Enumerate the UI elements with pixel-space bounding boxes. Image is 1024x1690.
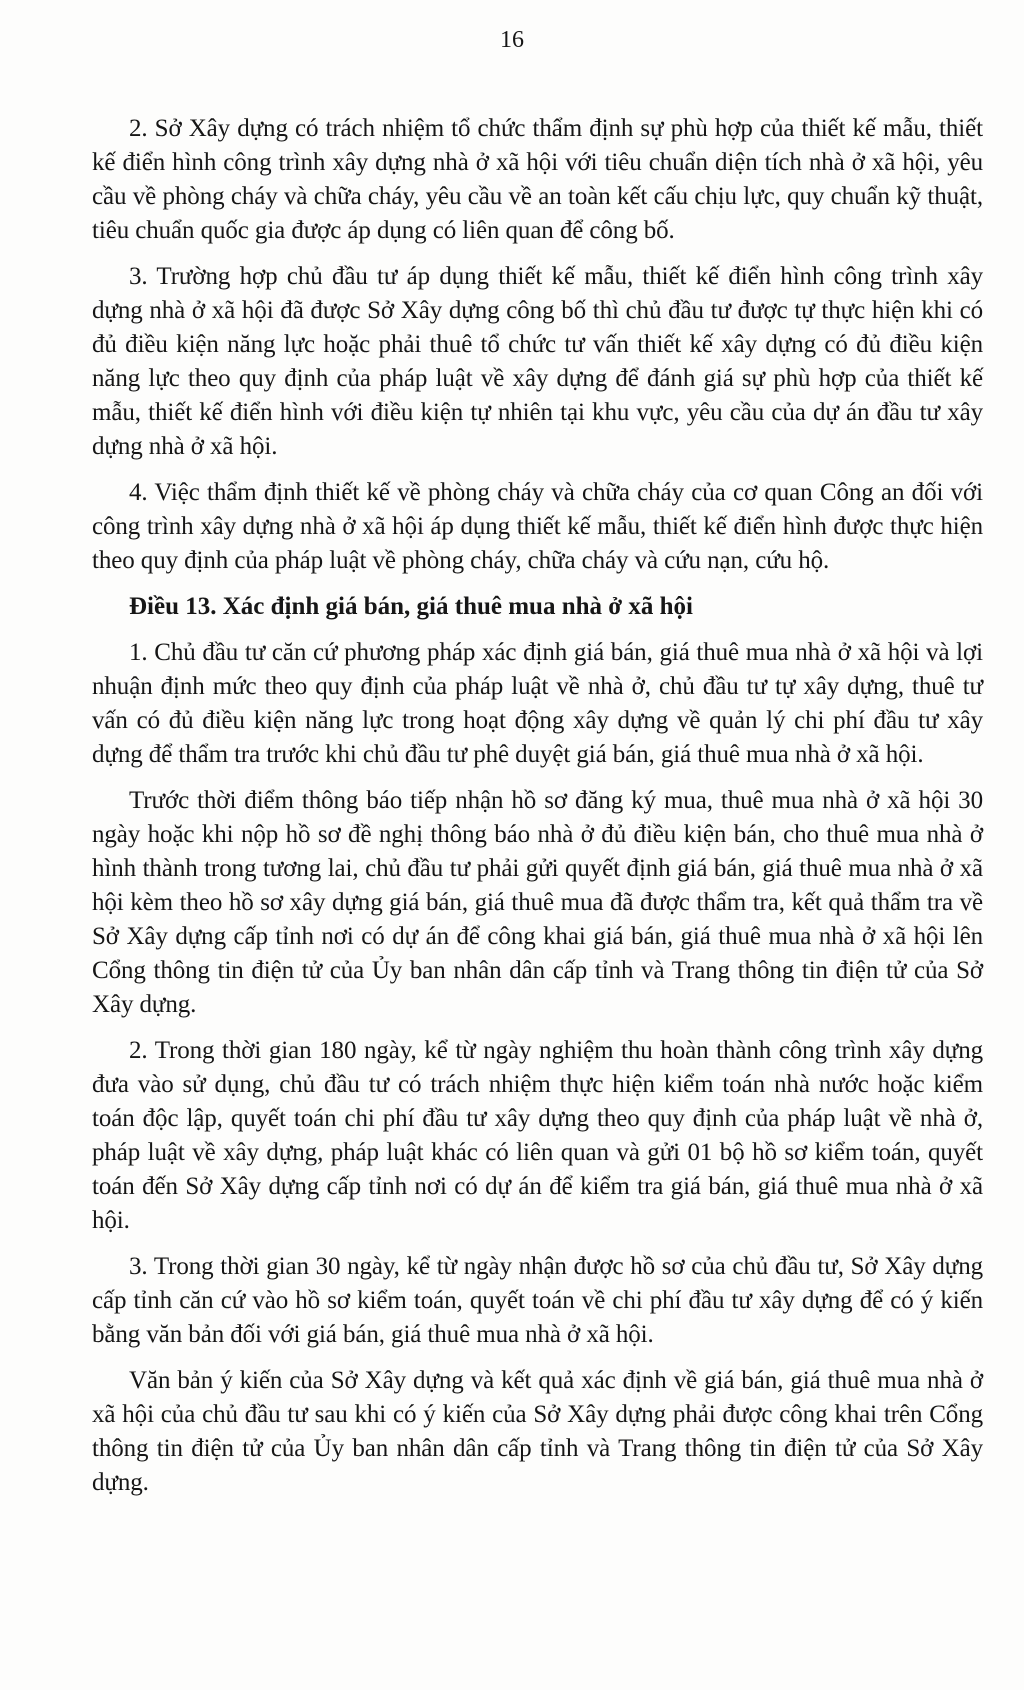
paragraph-article-12-clause-4: 4. Việc thẩm định thiết kế về phòng cháy và chữa cháy của cơ quan Công an đối với công trình xây dựng nhà ở xã hội áp dụng thiết kế mẫu, thiết kế điển hình được thực hiện theo quy định của pháp luật về phòng cháy, chữa cháy và cứu nạn, cứu hộ. [92,479,983,574]
paragraph-article-13-clause-2: 2. Trong thời gian 180 ngày, kể từ ngày nghiệm thu hoàn thành công trình xây dựng đưa vào sử dụng, chủ đầu tư có trách nhiệm thực hiện kiểm toán nhà nước hoặc kiểm toán độc lập, quyết toán chi phí đầu tư xây dựng theo quy định của pháp luật về nhà ở, pháp luật về xây dựng, pháp luật khác có liên quan và gửi 01 bộ hồ sơ kiểm toán, quyết toán đến Sở Xây dựng cấp tỉnh nơi có dự án để kiểm tra giá bán, giá thuê mua nhà ở xã hội. [92,1037,983,1234]
paragraph-article-13-clause-3-continued: Văn bản ý kiến của Sở Xây dựng và kết quả xác định về giá bán, giá thuê mua nhà ở xã hội của chủ đầu tư sau khi có ý kiến của Sở Xây dựng phải được công khai trên Cổng thông tin điện tử của Ủy ban nhân dân cấp tỉnh và Trang thông tin điện tử của Sở Xây dựng. [92,1367,983,1496]
paragraph-article-13-clause-1-continued: Trước thời điểm thông báo tiếp nhận hồ sơ đăng ký mua, thuê mua nhà ở xã hội 30 ngày hoặc khi nộp hồ sơ đề nghị thông báo nhà ở đủ điều kiện bán, cho thuê mua nhà ở hình thành trong tương lai, chủ đầu tư phải gửi quyết định giá bán, giá thuê mua nhà ở xã hội kèm theo hồ sơ xây dựng giá bán, giá thuê mua đã được thẩm tra, kết quả thẩm tra về Sở Xây dựng cấp tỉnh nơi có dự án để công khai giá bán, giá thuê mua nhà ở xã hội lên Cổng thông tin điện tử của Ủy ban nhân dân cấp tỉnh và Trang thông tin điện tử của Sở Xây dựng. [92,787,983,1018]
paragraph-article-13-clause-1: 1. Chủ đầu tư căn cứ phương pháp xác định giá bán, giá thuê mua nhà ở xã hội và lợi nhuận định mức theo quy định của pháp luật về nhà ở, chủ đầu tư tự xây dựng, thuê tư vấn có đủ điều kiện năng lực trong hoạt động xây dựng về quản lý chi phí đầu tư xây dựng để thẩm tra trước khi chủ đầu tư phê duyệt giá bán, giá thuê mua nhà ở xã hội. [92,639,983,768]
paragraph-article-12-clause-3: 3. Trường hợp chủ đầu tư áp dụng thiết kế mẫu, thiết kế điển hình công trình xây dựng nhà ở xã hội đã được Sở Xây dựng công bố thì chủ đầu tư được tự thực hiện khi có đủ điều kiện năng lực hoặc phải thuê tổ chức tư vấn thiết kế xây dựng có đủ điều kiện năng lực theo quy định của pháp luật về xây dựng để đánh giá sự phù hợp của thiết kế mẫu, thiết kế điển hình với điều kiện tự nhiên tại khu vực, yêu cầu của dự án đầu tư xây dựng nhà ở xã hội. [92,263,983,460]
page-number: 16 [500,27,524,53]
document-body [92,112,983,1512]
article-13-heading: Điều 13. Xác định giá bán, giá thuê mua nhà ở xã hội [129,593,693,620]
paragraph-article-13-clause-3: 3. Trong thời gian 30 ngày, kể từ ngày nhận được hồ sơ của chủ đầu tư, Sở Xây dựng cấp tỉnh căn cứ vào hồ sơ kiểm toán, quyết toán về chi phí đầu tư xây dựng để có ý kiến bằng văn bản đối với giá bán, giá thuê mua nhà ở xã hội. [92,1253,983,1348]
paragraph-article-12-clause-2: 2. Sở Xây dựng có trách nhiệm tổ chức thẩm định sự phù hợp của thiết kế mẫu, thiết kế điển hình công trình xây dựng nhà ở xã hội với tiêu chuẩn diện tích nhà ở xã hội, yêu cầu về phòng cháy và chữa cháy, yêu cầu về an toàn kết cấu chịu lực, quy chuẩn kỹ thuật, tiêu chuẩn quốc gia được áp dụng có liên quan để công bố. [92,115,983,244]
